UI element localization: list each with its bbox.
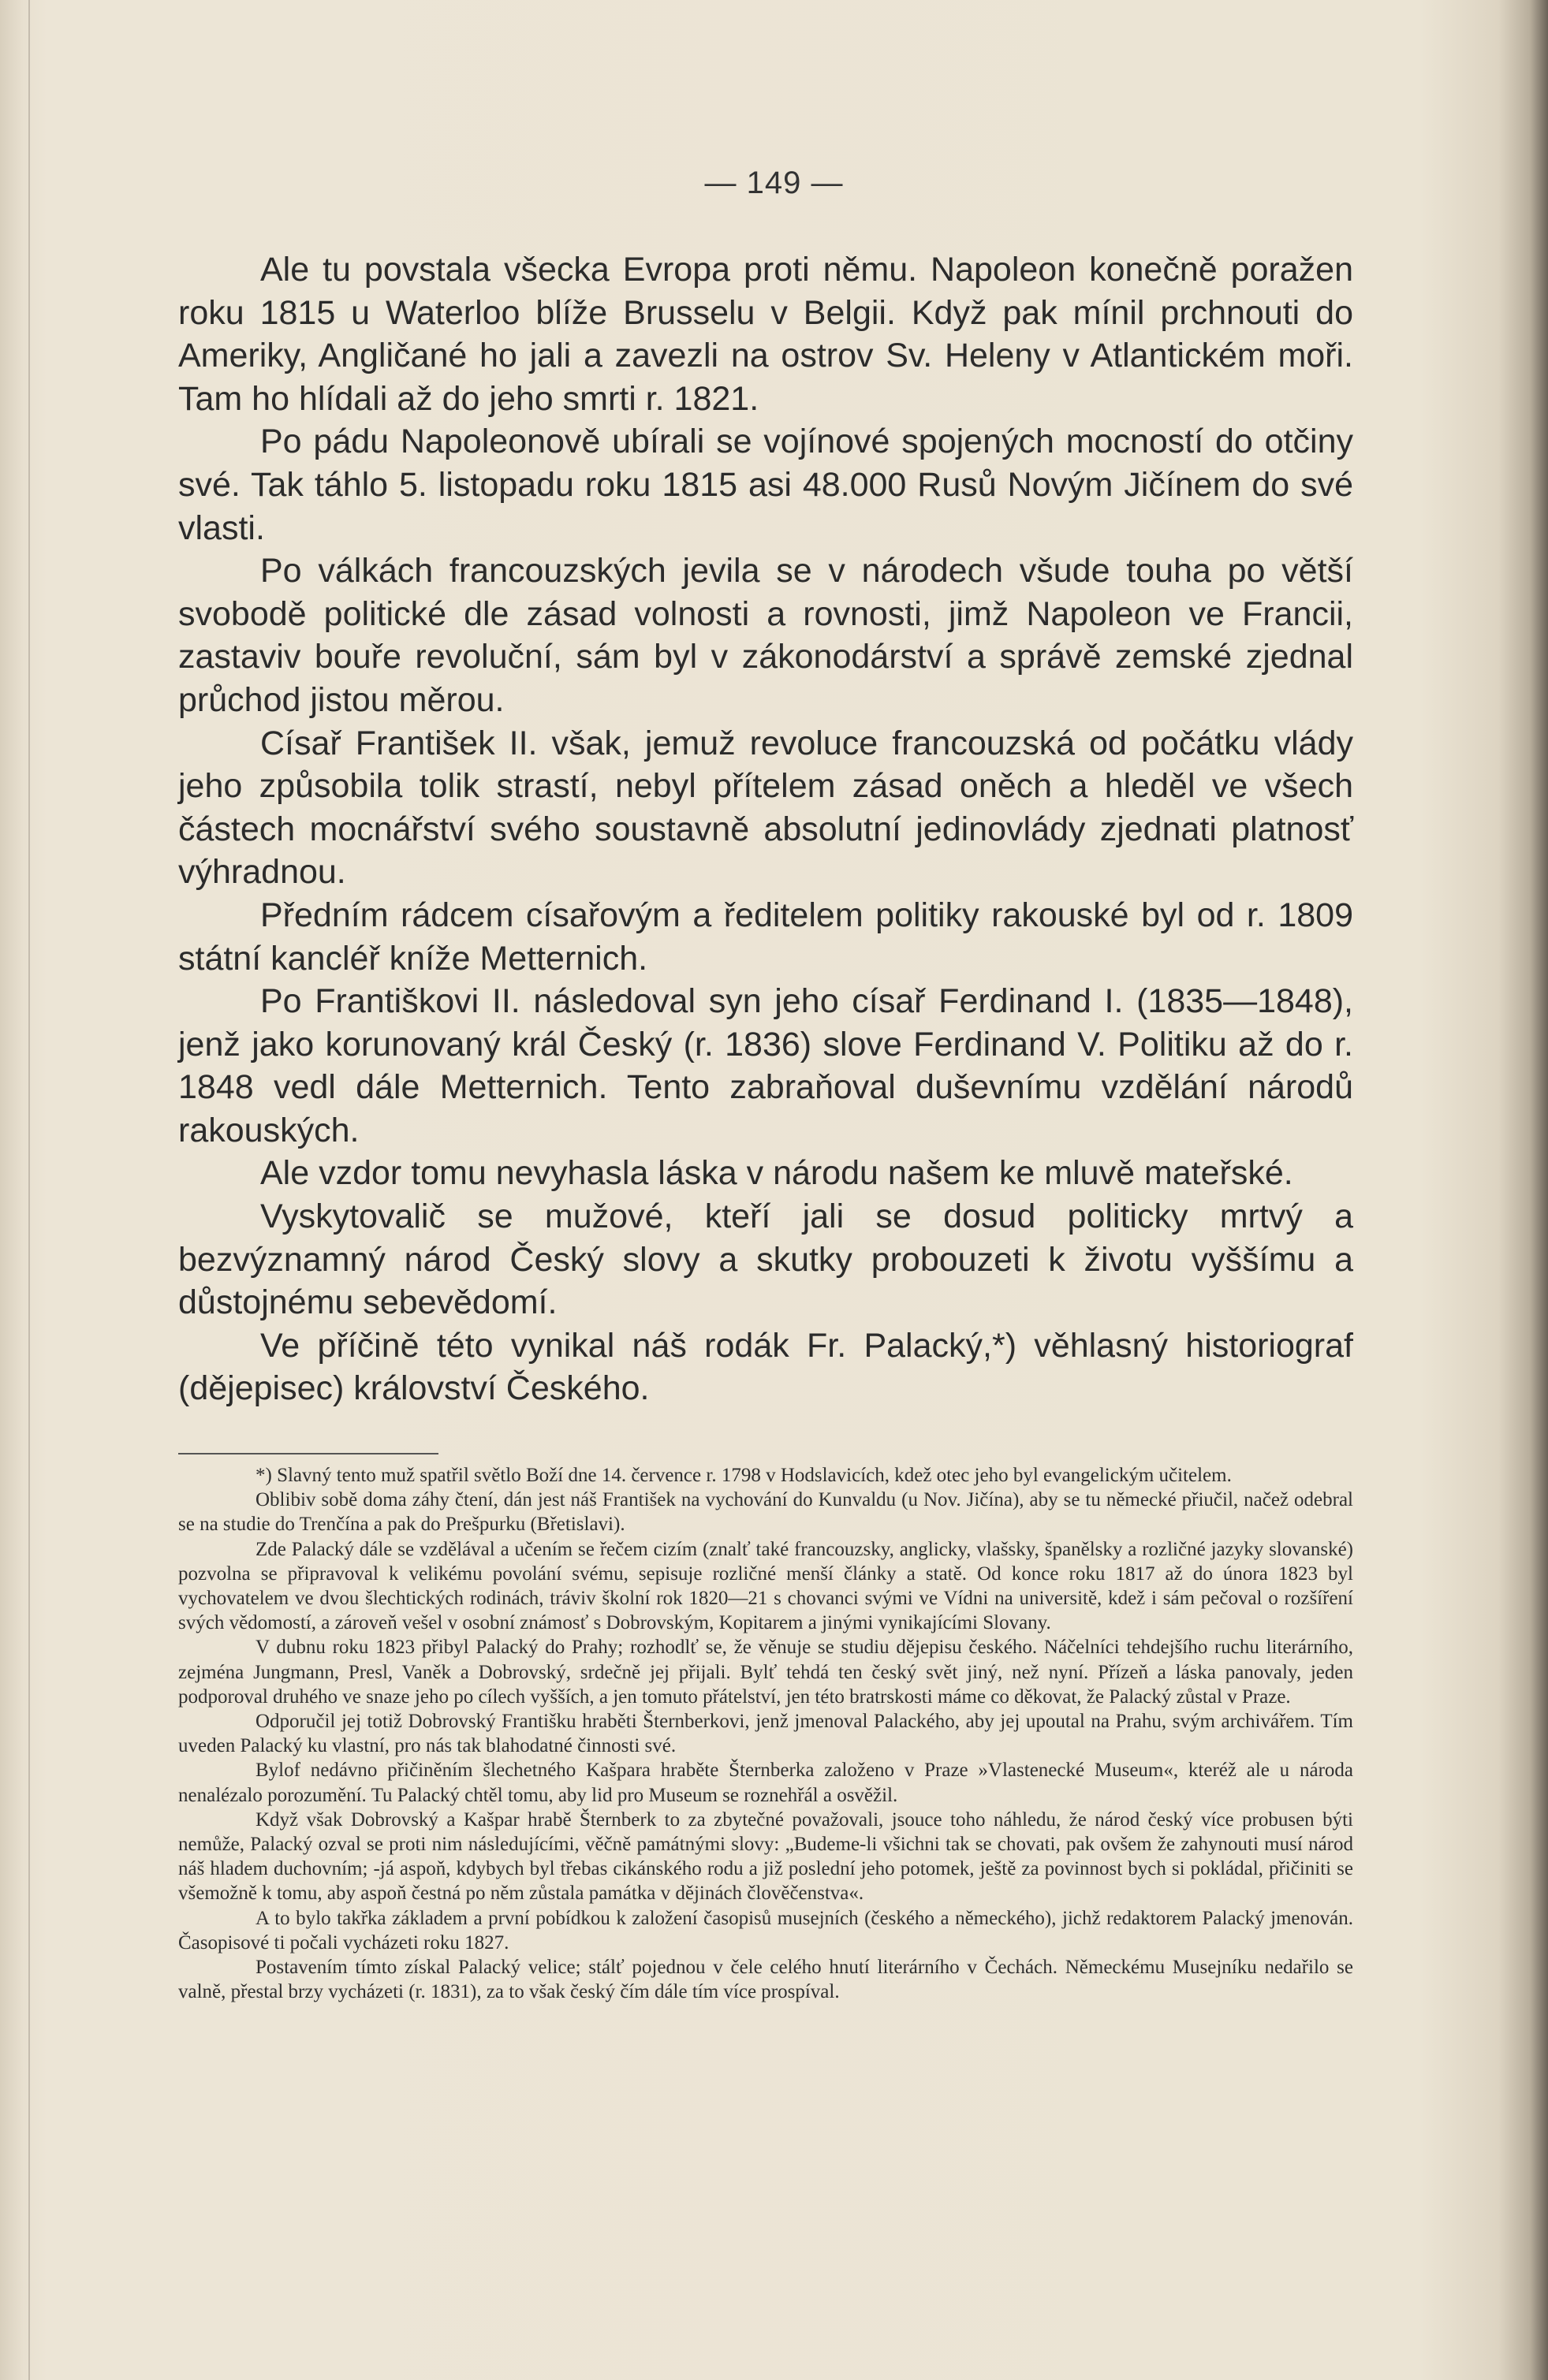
paragraph: Po válkách francouzských jevila se v národech všude touha po větší svobodě politické dle zásad volnosti a rovnosti, jimž Napoleon ve Francii, zastaviv bouře revoluční, sám byl v zákonodárství a správě zemské zjednal průchod jistou měrou. <box>178 552 1353 719</box>
footnote: Zde Palacký dále se vzdělával a učením se řečem cizím (znalť také francouzsky, anglicky, vlašsky, španělsky a rozličné jazyky slovanské) pozvolna se připravoval k velikému povolání svému, sepisuje rozličné menší články a statě. Od konce roku 1817 až do února 1823 byl vychovatelem ve dvou šlechtických rodinách, tráviv školní rok 1820—21 s chovanci svými ve Vídni na universitě, kdež i sám pečoval o rozšíření svých vědomostí, a zároveň vešel v osobní známosť s Dobrovským, Kopitarem a jinými vynikajícími Slovany. <box>178 1538 1353 1634</box>
paragraph: Ale tu povstala všecka Evropa proti němu. Napoleon konečně poražen roku 1815 u Waterloo blíže Brusselu v Belgii. Když pak mínil prchnouti do Ameriky, Angličané ho jali a zavezli na ostrov Sv. Heleny v Atlantickém moři. Tam ho hlídali až do jeho smrti r. 1821. <box>178 251 1353 418</box>
paragraph: Ve příčině této vynikal náš rodák Fr. Palacký,*) věhlasný historiograf (dějepisec) království Českého. <box>178 1326 1353 1408</box>
footnotes <box>178 1463 1353 2004</box>
paragraph: Po pádu Napoleonově ubírali se vojínové spojených mocností do otčiny své. Tak táhlo 5. listopadu roku 1815 asi 48.000 Rusů Novým Jičínem do své vlasti. <box>178 423 1353 547</box>
paragraph: Vyskytovalič se mužové, kteří jali se dosud politicky mrtvý a bezvýznamný národ Český slovy a skutky probouzeti k životu vyššímu a důstojnému sebevědomí. <box>178 1197 1353 1322</box>
page-number: — 149 — <box>704 166 844 200</box>
footnote: Když však Dobrovský a Kašpar hrabě Šternberk to za zbytečné považovali, jsouce toho náhledu, že národ český více probusen býti nemůže, Palacký ozval se proti nim následujícími, věčně památnými slovy: „Budeme-li všichni tak se chovati, pak ovšem že zahynouti musí národ náš hladem duchovním; -já aspoň, kdybych byl třebas cikánského rodu a již poslední jeho potomek, ještě za povinnost bych si pokládal, přičiniti se všemožně k tomu, aby aspoň čestná po něm zůstala památka v dějinách člověčenstva«. <box>178 1808 1353 1905</box>
footnote: Oblibiv sobě doma záhy čtení, dán jest náš František na vychování do Kunvaldu (u Nov. Jičína), aby se tu německé přiučil, načež odebral se na studie do Trenčína a pak do Prešpurku (Břetislavi). <box>178 1489 1353 1536</box>
paragraph: Ale vzdor tomu nevyhasla láska v národu našem ke mluvě mateřské. <box>260 1154 1293 1193</box>
paragraph: Císař František II. však, jemuž revoluce francouzská od počátku vlády jeho způsobila tolik strastí, nebyl přítelem zásad oněch a hleděl ve všech částech mocnářství svého soustavně absolutní jedinovlády zjednati platnosť výhradnou. <box>178 724 1353 892</box>
paragraph: Po Františkovi II. následoval syn jeho císař Ferdinand I. (1835—1848), jenž jako korunovaný král Český (r. 1836) slove Ferdinand V. Politiku až do r. 1848 vedl dále Metternich. Tento zabraňoval duševnímu vzdělání národů rakouských. <box>178 982 1353 1149</box>
footnote: V dubnu roku 1823 přibyl Palacký do Prahy; rozhodlť se, že věnuje se studiu dějepisu českého. Náčelníci tehdejšího ruchu literárního, zejména Jungmann, Presl, Vaněk a Dobrovský, srdečně jej přijali. Bylť tehdá ten český svět jiný, než nyní. Přízeň a láska panovaly, jeden podporoval druhého ve snaze jeho po cílech vyšších, a jen tomuto přátelství, jen této bratrskosti máme co děkovat, že Palacký zůstal v Praze. <box>178 1637 1353 1708</box>
footnote-separator <box>178 1453 438 1454</box>
page-fold-shadow <box>28 0 30 2380</box>
main-text <box>178 248 1353 1410</box>
footnote: Odporučil jej totiž Dobrovský Františku hraběti Šternberkovi, jenž jmenoval Palackého, aby jej upoutal na Prahu, svým archivářem. Tím uveden Palacký ku vlastní, pro nás tak blahodatné činnosti své. <box>178 1711 1353 1757</box>
footnote: A to bylo takřka základem a první pobídkou k založení časopisů musejních (českého a německého), jichž redaktorem Palacký jmenován. Časopisové ti počali vycházeti roku 1827. <box>178 1907 1353 1954</box>
footnote: Bylof nedávno přičiněním šlechetného Kašpara hraběte Šternberka založeno v Praze »Vlastenecké Museum«, kteréž ale u národa nenalézalo porozumění. Tu Palacký chtěl tomu, aby lid pro Museum se roznehřál a osvěžil. <box>178 1760 1353 1806</box>
footnote: *) Slavný tento muž spatřil světlo Boží dne 14. července r. 1798 v Hodslavicích, kdež otec jeho byl evangelickým učitelem. <box>256 1465 1232 1486</box>
paragraph: Předním rádcem císařovým a ředitelem politiky rakouské byl od r. 1809 státní kancléř kníže Metternich. <box>178 896 1353 978</box>
footnote: Postavením tímto získal Palacký velice; stálť pojednou v čele celého hnutí literárního v Čechách. Německému Musejníku nedařilo se valně, přestal brzy vycházeti (r. 1831), za to však český čím dále tím více prospíval. <box>178 1957 1353 2003</box>
